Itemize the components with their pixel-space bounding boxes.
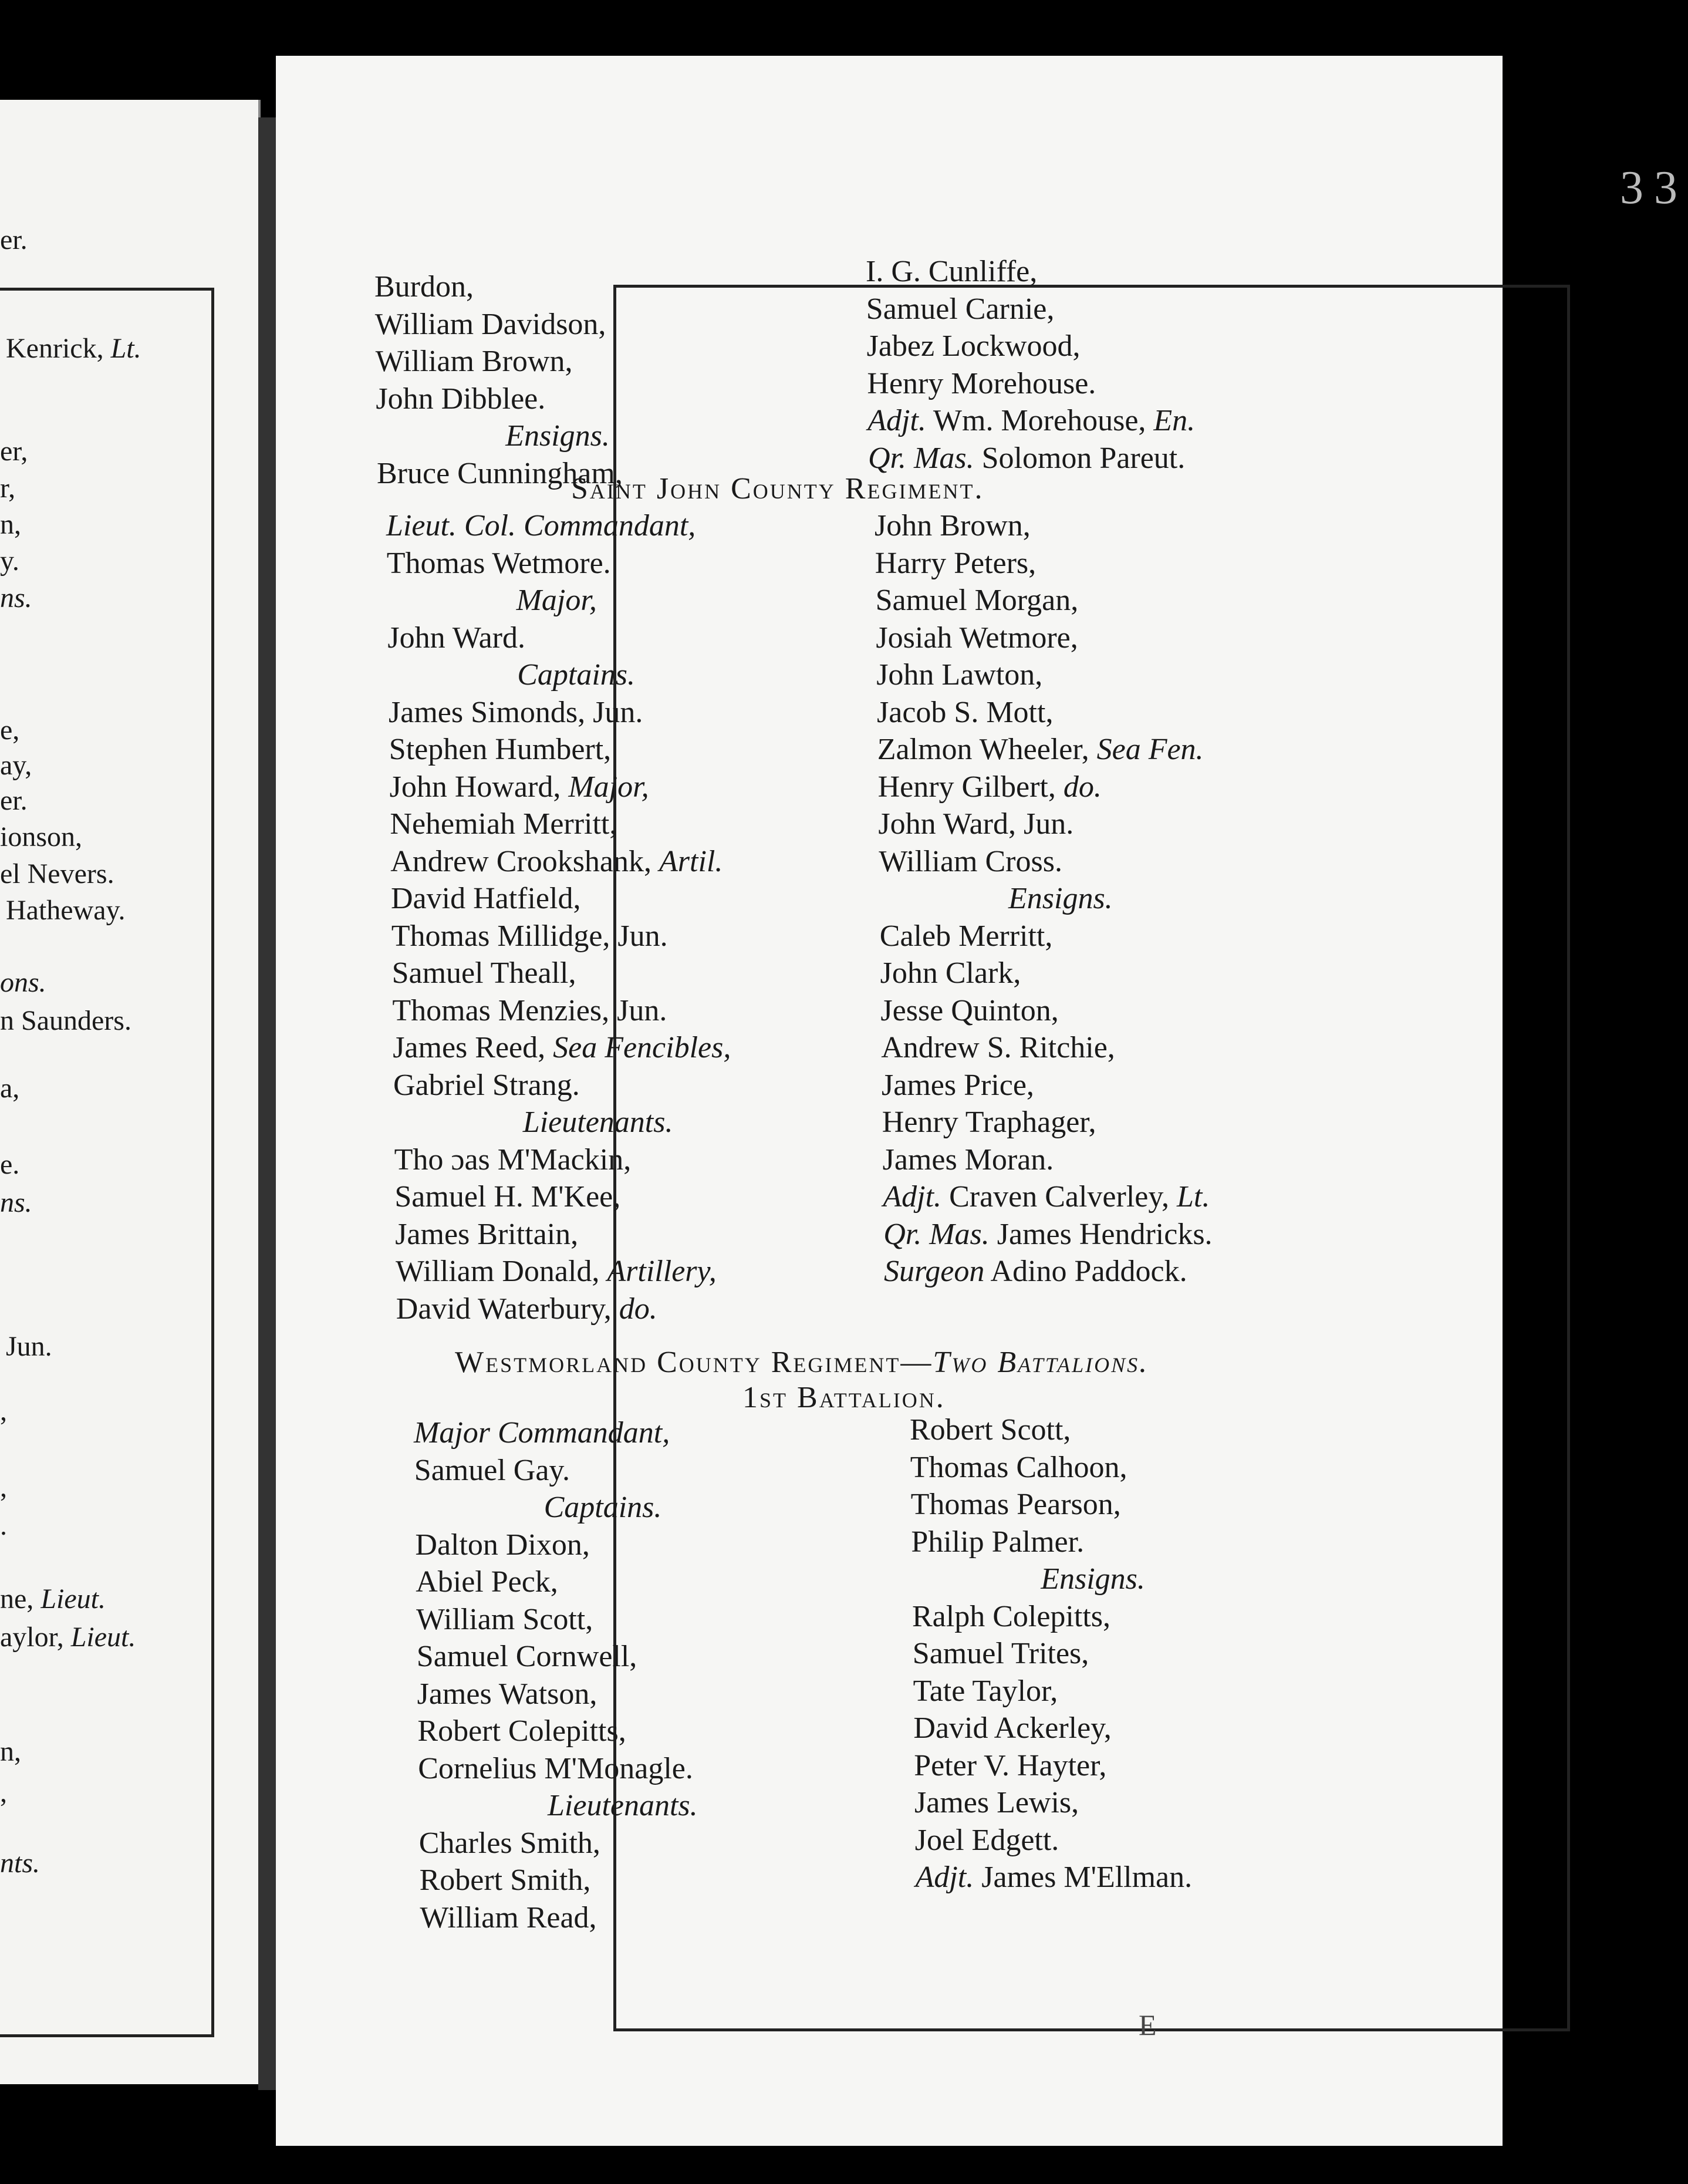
- left-page-text-fragment: ionson,: [0, 821, 83, 852]
- left-page-line: [0, 474, 15, 503]
- roster-line: [396, 1256, 717, 1287]
- roster-line: [420, 1900, 597, 1934]
- officer-name: Solomon Pareut.: [981, 441, 1186, 475]
- officer-name: Philip Palmer.: [911, 1525, 1085, 1559]
- roster-line: [867, 366, 1096, 400]
- officer-name: Tho ɔas M'Mackin,: [394, 1142, 632, 1177]
- officer-name: Robert Colepitts,: [417, 1714, 626, 1748]
- roster-line: [417, 1679, 597, 1710]
- officer-name: Thomas Millidge, Jun.: [391, 919, 668, 953]
- officer-name: David Ackerley,: [913, 1711, 1112, 1745]
- roster-line: [867, 406, 1195, 436]
- roster-line: [866, 257, 1037, 287]
- officer-name: James Watson,: [417, 1677, 597, 1711]
- roster-line: [390, 772, 649, 803]
- roster-line: [414, 1455, 570, 1486]
- officer-name: William Davidson,: [374, 307, 606, 341]
- left-page-text-fragment: ne,: [0, 1583, 34, 1615]
- left-page-text-fragment: er,: [0, 436, 28, 467]
- left-page-line: [6, 896, 125, 925]
- officer-name: Harry Peters,: [875, 546, 1037, 580]
- officer-name: James Reed,: [393, 1031, 546, 1064]
- left-page-suffix: Lt.: [110, 333, 141, 364]
- roster-line: [1008, 884, 1113, 914]
- roster-line: [389, 697, 643, 728]
- officer-name: Samuel Theall,: [391, 956, 576, 990]
- left-page-line: [0, 1738, 21, 1766]
- left-page-frame: [0, 288, 214, 2037]
- roster-line: [416, 1567, 558, 1597]
- officer-name: Thomas Calhoon,: [910, 1450, 1127, 1484]
- officer-name: Henry Traphager,: [882, 1106, 1096, 1139]
- officer-name: Andrew S. Ritchie,: [881, 1031, 1115, 1064]
- officer-name: Jabez Lockwood,: [866, 329, 1081, 363]
- page-number: 33: [1620, 162, 1688, 214]
- left-page-text-fragment: a,: [0, 1073, 20, 1104]
- officer-name: Wm. Morehouse,: [933, 404, 1146, 437]
- left-page-line: [0, 547, 19, 575]
- roster-line: [392, 958, 576, 989]
- left-page-line: [0, 1151, 19, 1179]
- left-page-text-fragment: Hatheway.: [6, 895, 126, 926]
- roster-line: [875, 511, 1031, 541]
- officer-name: Robert Scott,: [910, 1413, 1071, 1447]
- left-page-line: [0, 1007, 131, 1035]
- left-page-line: [0, 1474, 7, 1502]
- roster-line: [523, 1107, 673, 1138]
- roster-line: [878, 772, 1102, 803]
- officer-name: James Hendricks.: [997, 1217, 1213, 1251]
- officer-name: Samuel Cornwell,: [416, 1640, 637, 1673]
- officer-name: Thomas Wetmore.: [386, 546, 611, 580]
- roster-line: [876, 585, 1079, 616]
- left-page-line: [0, 1512, 7, 1540]
- officer-name: John Ward, Jun.: [878, 807, 1074, 841]
- roster-line: [390, 809, 617, 840]
- signature-mark: E: [1139, 2008, 1157, 2041]
- roster-line: [866, 294, 1055, 325]
- officer-name: Thomas Menzies, Jun.: [392, 993, 667, 1027]
- officer-name: Samuel H. M'Kee,: [394, 1180, 621, 1214]
- roster-line: [387, 548, 611, 579]
- left-page-text-fragment: e.: [0, 1149, 20, 1180]
- roster-line: [505, 421, 610, 451]
- officer-name: Samuel Morgan,: [875, 584, 1079, 617]
- roster-line: [391, 921, 668, 952]
- rank-prefix: Adjt.: [867, 404, 926, 437]
- rank-suffix: do.: [619, 1292, 657, 1326]
- left-page-line: [0, 969, 46, 997]
- roster-line: [916, 1862, 1193, 1893]
- rank-prefix: Surgeon: [884, 1255, 985, 1288]
- section-heading: 1st Battalion.: [742, 1381, 946, 1414]
- roster-line: [911, 1527, 1084, 1558]
- rank-suffix: En.: [1153, 404, 1196, 437]
- officer-name: Tate Taylor,: [913, 1674, 1058, 1708]
- officer-name: John Dibblee.: [376, 382, 546, 416]
- rank-prefix: Qr. Mas.: [883, 1217, 990, 1251]
- left-page-text-fragment: aylor,: [0, 1622, 64, 1653]
- officer-name: James Price,: [882, 1068, 1034, 1102]
- officer-name: Dalton Dixon,: [415, 1528, 590, 1562]
- left-page-text-fragment: r,: [0, 473, 16, 504]
- left-page-text-fragment: el Nevers.: [0, 858, 114, 889]
- roster-line: [396, 1294, 657, 1324]
- roster-line: [375, 309, 606, 340]
- officer-name: Zalmon Wheeler,: [877, 733, 1089, 766]
- roster-line: [882, 1107, 1096, 1138]
- officer-name: John Ward.: [387, 621, 525, 655]
- officer-name: John Clark,: [880, 956, 1021, 990]
- roster-line: [391, 884, 580, 914]
- officer-name: Major Commandant,: [414, 1416, 670, 1450]
- left-page-line: [0, 823, 82, 851]
- rank-prefix: Adjt.: [883, 1180, 942, 1214]
- left-page-line: [0, 511, 21, 539]
- officer-name: Nehemiah Merritt,: [390, 807, 617, 841]
- roster-line: [878, 809, 1073, 840]
- roster-line: [883, 1219, 1212, 1250]
- officer-name: Peter V. Hayter,: [914, 1748, 1107, 1782]
- roster-line: [395, 1219, 578, 1250]
- roster-line: [876, 660, 1042, 690]
- roster-line: [875, 548, 1036, 579]
- officer-name: Ensigns.: [505, 419, 610, 453]
- left-page-line: [0, 751, 32, 780]
- roster-line: [883, 1182, 1210, 1212]
- left-page-text-fragment: ,: [0, 1396, 7, 1427]
- officer-name: James Moran.: [882, 1142, 1054, 1177]
- left-page-line: [6, 335, 141, 363]
- roster-line: [911, 1489, 1121, 1520]
- roster-line: [876, 623, 1078, 653]
- officer-name: John Brown,: [875, 509, 1031, 542]
- officer-name: James Brittain,: [395, 1217, 579, 1251]
- left-page-text-fragment: Jun.: [6, 1331, 52, 1362]
- section-heading: Saint John County Regiment.: [571, 472, 984, 505]
- roster-line: [392, 993, 667, 1027]
- left-page-suffix: Lieut.: [40, 1583, 106, 1615]
- roster-line: [393, 1070, 580, 1101]
- officer-name: Robert Smith,: [419, 1863, 591, 1897]
- left-page: [0, 100, 261, 2084]
- roster-line: [912, 1599, 1110, 1633]
- officer-name: Major,: [516, 584, 597, 617]
- left-page-text-fragment: ,: [0, 1777, 7, 1808]
- officer-name: Captains.: [517, 658, 636, 692]
- roster-line: [393, 1033, 731, 1063]
- officer-name: Henry Morehouse.: [867, 366, 1096, 400]
- roster-line: [915, 1825, 1059, 1856]
- officer-name: Ensigns.: [1041, 1562, 1145, 1596]
- left-page-line: [0, 1623, 136, 1652]
- rank-suffix: Lt.: [1176, 1180, 1210, 1214]
- officer-name: Samuel Carnie,: [866, 292, 1055, 326]
- officer-name: Caleb Merritt,: [879, 919, 1053, 953]
- officer-name: John Howard,: [389, 770, 561, 804]
- roster-line: [419, 1828, 600, 1859]
- left-page-line: [0, 1074, 19, 1103]
- roster-line: [910, 1452, 1127, 1483]
- roster-line: [394, 1142, 632, 1177]
- roster-line: [548, 1791, 698, 1821]
- left-page-text-fragment: e,: [0, 714, 20, 746]
- officer-name: Bruce Cunningham,: [377, 456, 623, 490]
- left-page-text-fragment: Kenrick,: [6, 333, 104, 364]
- left-page-line: [0, 1779, 7, 1807]
- left-page-line: [0, 1397, 7, 1425]
- left-page-text-fragment: y.: [0, 545, 19, 577]
- roster-line: [913, 1639, 1089, 1669]
- officer-name: Andrew Crookshank,: [390, 844, 652, 878]
- officer-name: Thomas Pearson,: [910, 1488, 1121, 1521]
- roster-line: [882, 1070, 1034, 1101]
- roster-line: [517, 660, 635, 690]
- roster-line: [880, 993, 1059, 1027]
- officer-name: Craven Calverley,: [949, 1180, 1169, 1214]
- roster-line: [376, 346, 573, 377]
- roster-line: [415, 1530, 590, 1561]
- roster-line: [880, 921, 1053, 952]
- officer-name: William Scott,: [416, 1602, 593, 1636]
- left-page-suffix: Lieut.: [70, 1622, 136, 1653]
- officer-name: William Brown,: [375, 345, 573, 378]
- section-heading: Westmorland County Regiment—Two Battalions.: [455, 1346, 1149, 1379]
- officer-name: Jesse Quinton,: [880, 993, 1059, 1027]
- roster-line: [879, 844, 1062, 878]
- left-page-text-fragment: ns.: [0, 582, 32, 614]
- officer-name: Abiel Peck,: [416, 1565, 558, 1599]
- roster-line: [914, 1788, 1079, 1818]
- roster-line: [868, 443, 1185, 474]
- roster-line: [390, 844, 723, 878]
- roster-line: [914, 1748, 1107, 1782]
- roster-line: [420, 1865, 591, 1896]
- roster-line: [910, 1415, 1071, 1445]
- officer-name: James Simonds, Jun.: [389, 695, 643, 729]
- roster-line: [386, 511, 696, 541]
- left-page-text-fragment: n,: [0, 509, 21, 540]
- officer-name: David Waterbury,: [396, 1292, 612, 1326]
- roster-line: [877, 734, 1204, 765]
- officer-name: John Lawton,: [876, 658, 1043, 692]
- roster-line: [389, 734, 611, 765]
- left-page-text-fragment: n Saunders.: [0, 1005, 131, 1036]
- officer-name: Lieutenants.: [522, 1106, 673, 1139]
- officer-name: James M'Ellman.: [981, 1861, 1193, 1894]
- roster-line: [877, 697, 1053, 728]
- officer-name: James Lewis,: [914, 1786, 1079, 1819]
- left-page-line: [0, 584, 32, 612]
- heading-italic-part: Two Battalions.: [933, 1346, 1149, 1379]
- officer-name: Lieut. Col. Commandant,: [386, 509, 696, 542]
- officer-name: Captains.: [543, 1491, 662, 1524]
- roster-line: [374, 272, 474, 302]
- left-page-text-fragment: er.: [0, 785, 28, 816]
- rank-suffix: do.: [1063, 770, 1102, 804]
- roster-line: [376, 384, 545, 414]
- left-page-line: [0, 226, 28, 254]
- officer-name: Ensigns.: [1008, 882, 1113, 915]
- roster-line: [417, 1642, 637, 1672]
- officer-name: David Hatfield,: [391, 882, 581, 915]
- rank-suffix: Major,: [568, 770, 649, 804]
- roster-line: [387, 623, 525, 653]
- officer-name: Jacob S. Mott,: [877, 695, 1054, 729]
- roster-line: [516, 585, 597, 616]
- left-page-text-fragment: nts.: [0, 1848, 40, 1879]
- officer-name: Joel Edgett.: [914, 1823, 1059, 1857]
- left-page-line: [0, 716, 19, 744]
- officer-name: I. G. Cunliffe,: [866, 255, 1038, 288]
- rank-suffix: Artillery,: [607, 1255, 717, 1288]
- left-page-line: [0, 1585, 106, 1613]
- roster-line: [880, 958, 1021, 989]
- left-page-text-fragment: ,: [0, 1472, 7, 1503]
- officer-name: Adino Paddock.: [990, 1255, 1187, 1288]
- left-page-text-fragment: ay,: [0, 750, 32, 781]
- roster-line: [884, 1256, 1187, 1287]
- rank-prefix: Adjt.: [915, 1861, 974, 1894]
- roster-line: [913, 1676, 1058, 1707]
- rank-suffix: Artil.: [659, 844, 723, 878]
- officer-name: William Donald,: [396, 1255, 600, 1288]
- left-page-text-fragment: n,: [0, 1736, 21, 1767]
- rank-prefix: Qr. Mas.: [868, 441, 974, 475]
- roster-line: [913, 1713, 1111, 1744]
- officer-name: Stephen Humbert,: [389, 733, 612, 766]
- left-page-line: [0, 787, 28, 815]
- roster-line: [414, 1418, 670, 1448]
- officer-name: Gabriel Strang.: [393, 1068, 580, 1102]
- left-page-text-fragment: er.: [0, 224, 28, 255]
- left-page-line: [0, 1849, 40, 1878]
- roster-line: [416, 1602, 593, 1636]
- officer-name: William Cross.: [879, 844, 1062, 878]
- left-page-line: [0, 860, 114, 888]
- officer-name: Henry Gilbert,: [877, 770, 1056, 804]
- left-page-text-fragment: .: [0, 1510, 7, 1541]
- officer-name: William Read,: [420, 1900, 597, 1934]
- officer-name: Ralph Colepitts,: [912, 1599, 1110, 1633]
- officer-name: Burdon,: [374, 270, 474, 304]
- roster-line: [394, 1182, 620, 1212]
- roster-line: [418, 1751, 693, 1785]
- left-page-line: [6, 1333, 52, 1361]
- roster-line: [544, 1492, 662, 1523]
- officer-name: Samuel Gay.: [414, 1453, 570, 1487]
- roster-line: [867, 331, 1081, 362]
- roster-line: [1041, 1564, 1145, 1595]
- rank-suffix: Sea Fen.: [1096, 733, 1204, 766]
- officer-name: Charles Smith,: [418, 1826, 600, 1860]
- roster-line: [882, 1142, 1054, 1177]
- left-page-text-fragment: ons.: [0, 967, 46, 998]
- officer-name: Cornelius M'Monagle.: [418, 1751, 693, 1785]
- left-page-line: [0, 1189, 32, 1217]
- roster-line: [417, 1716, 626, 1747]
- left-page-line: [0, 437, 28, 466]
- officer-name: Josiah Wetmore,: [876, 621, 1078, 655]
- officer-name: Samuel Trites,: [912, 1637, 1089, 1670]
- officer-name: Lieutenants.: [548, 1789, 698, 1822]
- right-page: [276, 56, 1688, 2146]
- rank-suffix: Sea Fencibles,: [553, 1031, 731, 1064]
- roster-line: [881, 1033, 1115, 1063]
- left-page-text-fragment: ns.: [0, 1187, 32, 1218]
